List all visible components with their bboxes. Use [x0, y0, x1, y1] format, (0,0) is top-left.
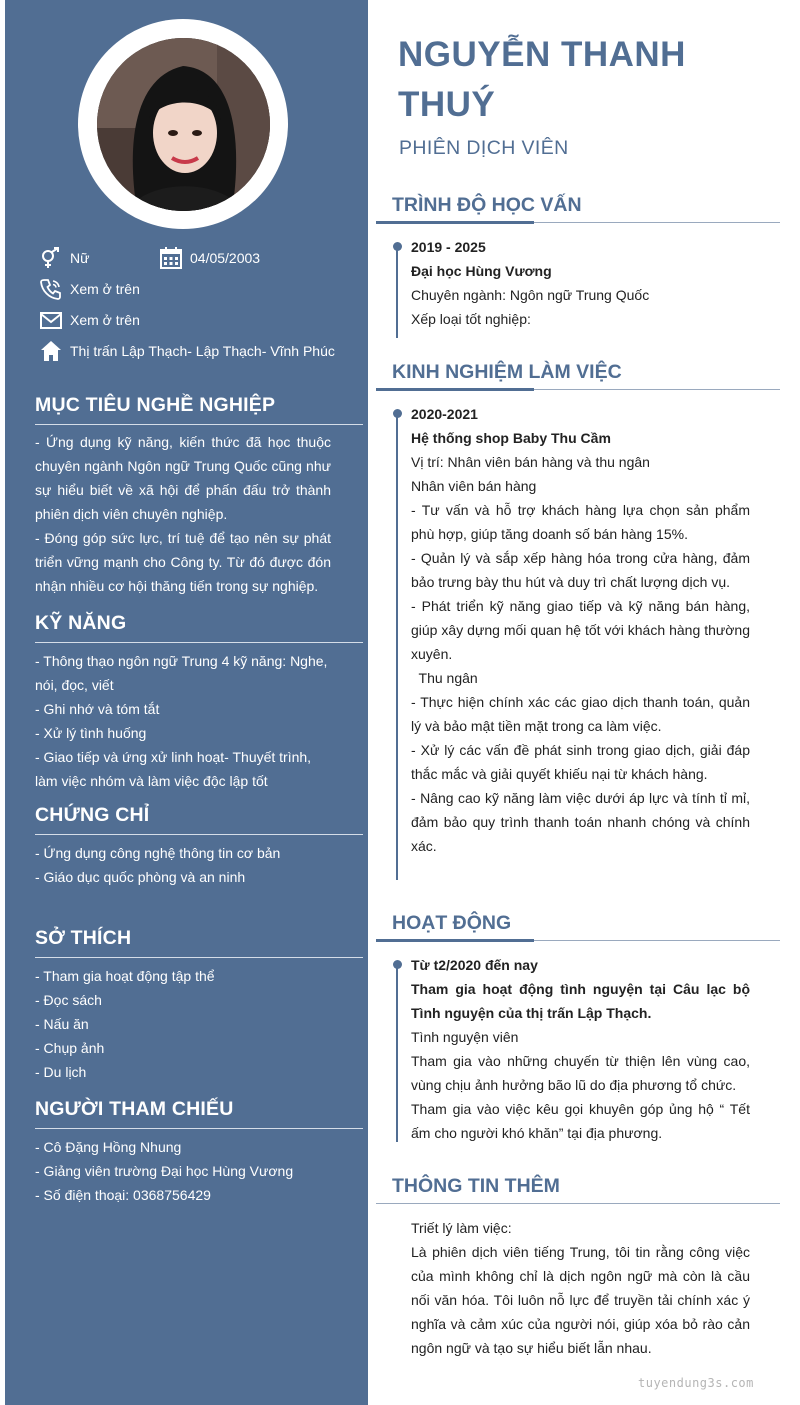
references-list: [35, 1135, 331, 1207]
home-icon: [40, 340, 62, 362]
divider: [35, 834, 363, 835]
paragraph: - Ứng dụng kỹ năng, kiến thức đã học thuộc chuyên ngành Ngôn ngữ Trung Quốc cũng như sự hiểu biết về xã hội để phấn đấu trở thành phiên dịch viên chuyên nghiệp.: [35, 434, 331, 522]
experience-line: - Quản lý và sắp xếp hàng hóa trong cửa hàng, đảm bảo trưng bày thu hút và duy trì chất lượng dịch vụ.: [411, 550, 750, 590]
divider: [35, 957, 363, 958]
education-period: 2019 - 2025: [411, 239, 486, 255]
additional-info-label: Triết lý làm việc:: [411, 1220, 512, 1236]
experience-position: Vị trí: Nhân viên bán hàng và thu ngân: [411, 454, 650, 470]
experience-line: - Nâng cao kỹ năng làm việc dưới áp lực và tính tỉ mỉ, đảm bảo quy trình thanh toán nhanh chóng và chính xác.: [411, 790, 750, 854]
list-item: - Giảng viên trường Đại học Hùng Vương: [35, 1163, 294, 1179]
experience-period: 2020-2021: [411, 406, 478, 422]
career-objective-heading: MỤC TIÊU NGHỀ NGHIỆP: [35, 394, 276, 416]
list-item: - Giáo dục quốc phòng và an ninh: [35, 869, 246, 885]
activity-line: Tham gia vào việc kêu gọi khuyên góp ủng hộ “ Tết ấm cho người khó khăn” tại địa phương.: [411, 1101, 750, 1141]
paragraph: - Đóng góp sức lực, trí tuệ để tạo nên sự phát triển vững mạnh cho Công ty. Từ đó được đón nhận nhiều cơ hội thăng tiến trong sự nghiệp.: [35, 530, 331, 594]
address-text: Thị trấn Lập Thạch- Lập Thạch- Vĩnh Phúc: [70, 343, 335, 359]
job-title: PHIÊN DỊCH VIÊN: [399, 137, 569, 159]
certificates-list: [35, 841, 331, 889]
divider-accent: [376, 221, 534, 224]
avatar-portrait: [97, 38, 270, 211]
experience-line: Nhân viên bán hàng: [411, 478, 537, 494]
list-item: - Tham gia hoạt động tập thể: [35, 968, 215, 984]
divider: [35, 642, 363, 643]
activities-heading: HOẠT ĐỘNG: [392, 912, 512, 934]
list-item: - Số điện thoại: 0368756429: [35, 1187, 211, 1203]
phone-text: Xem ở trên: [70, 281, 140, 297]
experience-line: - Xử lý các vấn đề phát sinh trong giao dịch, giải đáp thắc mắc và giải quyết khiếu nại từ khách hàng.: [411, 742, 750, 782]
email-text: Xem ở trên: [70, 312, 140, 328]
candidate-name: NGUYỄN THANH THUÝ: [398, 35, 686, 124]
education-major: Chuyên ngành: Ngôn ngữ Trung Quốc: [411, 287, 650, 303]
skills-heading: KỸ NĂNG: [35, 612, 127, 634]
list-item: - Du lịch: [35, 1064, 87, 1080]
phone-icon: [40, 278, 62, 300]
divider: [376, 1203, 780, 1204]
avatar: [97, 38, 270, 211]
divider-accent: [376, 388, 534, 391]
list-item: - Cô Đặng Hồng Nhung: [35, 1139, 182, 1155]
list-item: - Xử lý tình huống: [35, 725, 147, 741]
additional-info-heading: THÔNG TIN THÊM: [392, 1175, 560, 1197]
gender-icon: [40, 247, 62, 269]
experience-company: Hệ thống shop Baby Thu Cầm: [411, 430, 611, 446]
experience-line: Thu ngân: [411, 670, 478, 686]
gender-text: Nữ: [70, 250, 90, 266]
divider: [35, 1128, 363, 1129]
education-grade: Xếp loại tốt nghiệp:: [411, 311, 531, 327]
references-heading: NGƯỜI THAM CHIẾU: [35, 1098, 234, 1120]
experience-line: - Phát triển kỹ năng giao tiếp và kỹ năng bán hàng, giúp xây dựng mối quan hệ tốt với khách hàng thường xuyên.: [411, 598, 750, 662]
certificates-heading: CHỨNG CHỈ: [35, 804, 150, 826]
activity-period: Từ t2/2020 đến nay: [411, 957, 538, 973]
additional-info-text: Là phiên dịch viên tiếng Trung, tôi tin rằng công việc của mình không chỉ là dịch ngôn ngữ mà còn là cầu nối văn hóa. Tôi luôn nỗ lực để truyền tải chính xác ý nghĩa và cảm xúc của người nói, giúp xóa bỏ rào cản ngôn ngữ và tạo sự hiểu biết lẫn nhau.: [411, 1244, 750, 1356]
experience-line: - Thực hiện chính xác các giao dịch thanh toán, quản lý và bảo mật tiền mặt trong ca làm việc.: [411, 694, 750, 734]
experience-entry: [411, 402, 750, 858]
activity-line: Tham gia vào những chuyến từ thiện lên vùng cao, vùng chịu ảnh hưởng bão lũ do địa phương tổ chức.: [411, 1053, 750, 1093]
hobbies-list: [35, 964, 331, 1084]
list-item: - Chụp ảnh: [35, 1040, 105, 1056]
envelope-icon: [40, 309, 62, 331]
list-item: - Ứng dụng công nghệ thông tin cơ bản: [35, 845, 281, 861]
list-item: - Đọc sách: [35, 992, 102, 1008]
education-heading: TRÌNH ĐỘ HỌC VẤN: [392, 194, 582, 216]
activities-entry: [411, 953, 750, 1145]
skills-list: [35, 649, 331, 793]
career-objective-text: [35, 430, 331, 598]
divider: [35, 424, 363, 425]
calendar-icon: [160, 247, 182, 269]
divider-accent: [376, 939, 534, 942]
list-item: - Thông thạo ngôn ngữ Trung 4 kỹ năng: Nghe, nói, đọc, viết: [35, 653, 328, 693]
timeline-line: [396, 413, 398, 880]
additional-info-entry: [411, 1216, 750, 1360]
timeline-line: [396, 964, 398, 1142]
list-item: - Nấu ăn: [35, 1016, 89, 1032]
education-entry: [411, 235, 750, 331]
activity-name: Tham gia hoạt động tình nguyện tại Câu lạc bộ Tình nguyện của thị trấn Lập Thạch.: [411, 981, 750, 1021]
education-school: Đại học Hùng Vương: [411, 263, 552, 279]
list-item: - Giao tiếp và ứng xử linh hoạt- Thuyết trình, làm việc nhóm và làm việc độc lập tốt: [35, 749, 312, 789]
list-item: - Ghi nhớ và tóm tắt: [35, 701, 160, 717]
hobbies-heading: SỞ THÍCH: [35, 927, 132, 949]
birthday-text: 04/05/2003: [190, 250, 261, 266]
experience-line: - Tư vấn và hỗ trợ khách hàng lựa chọn sản phẩm phù hợp, giúp tăng doanh số bán hàng 15%.: [411, 502, 750, 542]
watermark: tuyendung3s.com: [638, 1376, 754, 1390]
timeline-line: [396, 246, 398, 338]
experience-heading: KINH NGHIỆM LÀM VIỆC: [392, 361, 622, 383]
activity-role: Tình nguyện viên: [411, 1029, 519, 1045]
